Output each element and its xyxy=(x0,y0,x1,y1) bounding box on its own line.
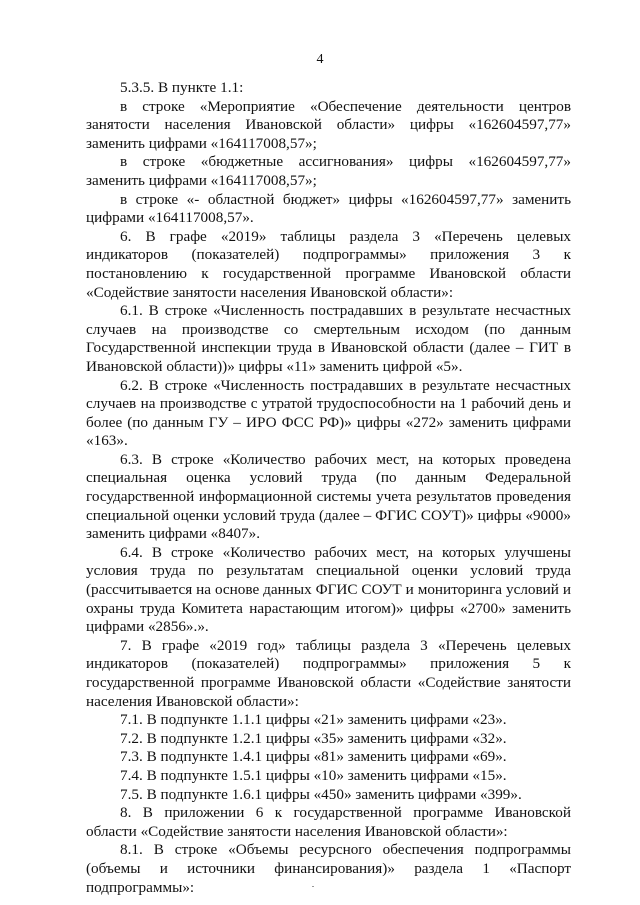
paragraph-6: 6. В графе «2019» таблицы раздела 3 «Перечень целевых индикаторов (показателей) подпрограммы» приложения 3 к постановлению к государственной программе Ивановской области «Содействие занятости населения Ивановской области»: xyxy=(86,227,571,301)
paragraph-7-1: 7.1. В подпункте 1.1.1 цифры «21» заменить цифрами «23». xyxy=(120,711,507,729)
paragraph-6-2: 6.2. В строке «Численность пострадавших в результате несчастных случаев на производстве с утратой трудоспособности на 1 рабочий день и более (по данным ГУ – ИРО ФСС РФ)» цифры «272» заменить цифрами «163». xyxy=(86,376,571,450)
paragraph-6-3: 6.3. В строке «Количество рабочих мест, на которых проведена специальная оценка условий труда (по данным Федеральной государственной информационной системы учета результатов проведения специальной оценки условий труда (далее – ФГИС СОУТ)» цифры «9000» заменить цифрами «8407». xyxy=(86,450,571,543)
paragraph-7: 7. В графе «2019 год» таблицы раздела 3 «Перечень целевых индикаторов (показателей) подпрограммы» приложения 5 к государственной программе Ивановской области «Содействие занятости населения Ивановской области»: xyxy=(86,636,571,710)
paragraph-5-3-5: 5.3.5. В пункте 1.1: xyxy=(120,79,244,96)
paragraph-8: 8. В приложении 6 к государственной программе Ивановской области «Содействие занятости населения Ивановской области»: xyxy=(86,804,571,840)
document-body xyxy=(86,79,571,897)
scan-speck xyxy=(312,886,314,887)
page-number: 4 xyxy=(316,52,324,67)
paragraph-7-5: 7.5. В подпункте 1.6.1 цифры «450» заменить цифрами «399». xyxy=(120,785,522,803)
paragraph-6-1: 6.1. В строке «Численность пострадавших в результате несчастных случаев на производстве со смертельным исходом (по данным Государственной инспекции труда в Ивановской области (далее – ГИТ в Ивановской области))» цифры «11» заменить цифрой «5». xyxy=(86,302,571,375)
paragraph-budget-allocations: в строке «бюджетные ассигнования» цифры «162604597,77» заменить цифрами «164117008,57»; xyxy=(86,153,571,189)
paragraph-measure-line: в строке «Мероприятие «Обеспечение деятельности центров занятости населения Ивановской области» цифры «162604597,77» заменить цифрами «164117008,57»; xyxy=(86,97,571,152)
paragraph-7-4: 7.4. В подпункте 1.5.1 цифры «10» заменить цифрами «15». xyxy=(120,766,507,784)
paragraph-7-2: 7.2. В подпункте 1.2.1 цифры «35» заменить цифрами «32». xyxy=(120,729,507,747)
paragraph-regional-budget: в строке «- областной бюджет» цифры «162604597,77» заменить цифрами «164117008,57». xyxy=(86,190,571,227)
paragraph-7-3: 7.3. В подпункте 1.4.1 цифры «81» заменить цифрами «69». xyxy=(120,748,507,766)
paragraph-6-4: 6.4. В строке «Количество рабочих мест, на которых улучшены условия труда по результатам специальной оценки условий труда (рассчитывается на основе данных ФГИС СОУТ и мониторинга условий и охраны труда Комитета нарастающим итогом)» цифры «2700» заменить цифрами «2856».». xyxy=(86,543,571,636)
paragraph-8-1: 8.1. В строке «Объемы ресурсного обеспечения подпрограммы (объемы и источники финансирования)» раздела 1 «Паспорт подпрограммы»: xyxy=(86,841,571,896)
